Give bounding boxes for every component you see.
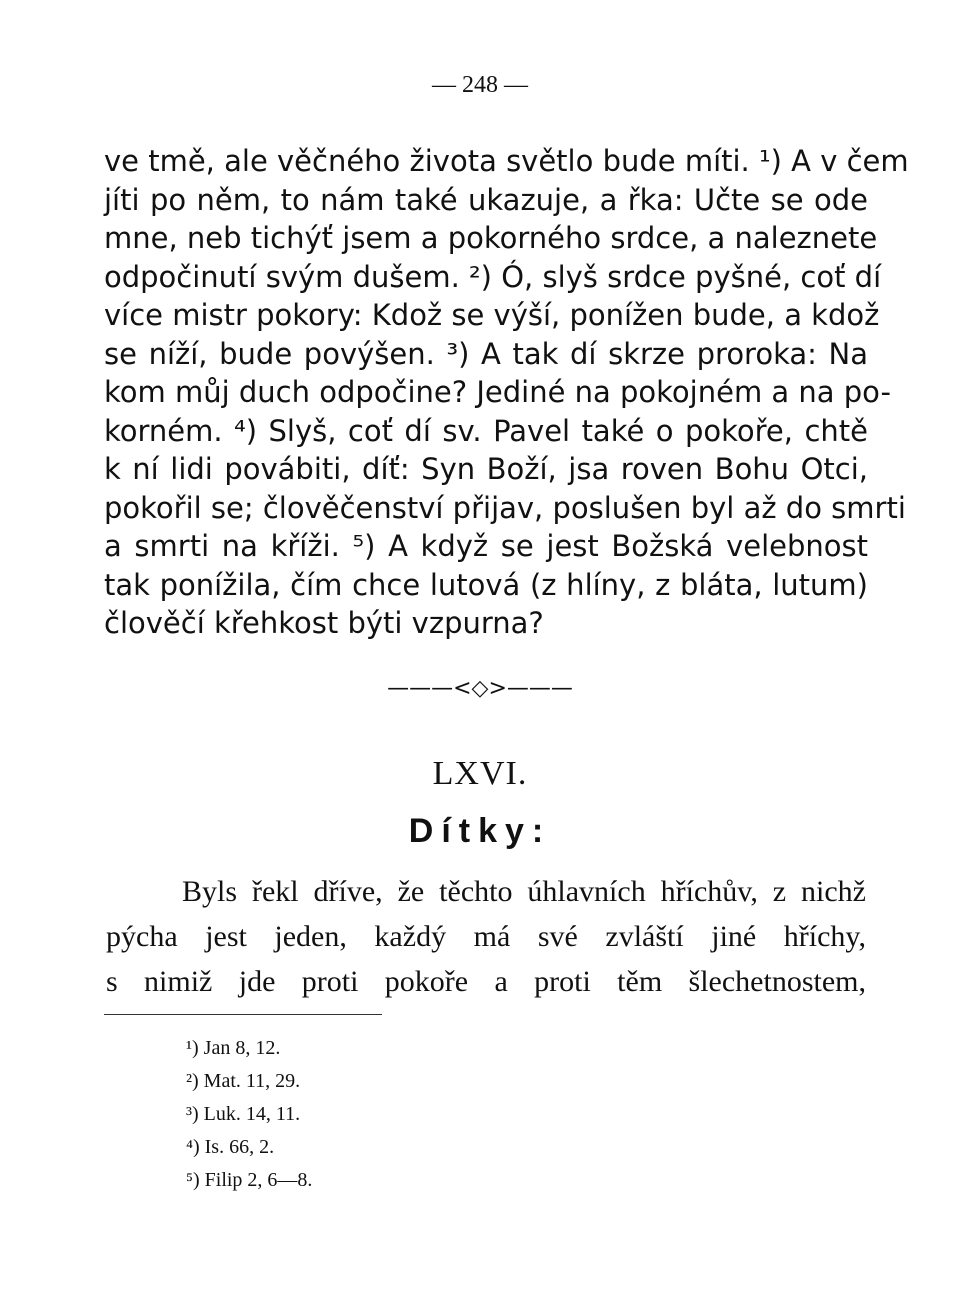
body-line: mne, neb tichýť jsem a pokorného srdce, a naleznete: [104, 221, 878, 255]
chapter-number: LXVI.: [432, 755, 528, 792]
section-ornament: ———<◇>———: [387, 676, 573, 701]
section-heading: Dítky:: [408, 812, 552, 850]
intro-line: s nimiž jde proti pokoře a proti těm šlechetnostem,: [106, 965, 866, 998]
body-line: korném. ⁴) Slyš, coť dí sv. Pavel také o pokoře, chtě: [104, 413, 868, 448]
body-line: k ní lidi povábiti, díť: Syn Boží, jsa roven Bohu Otci,: [104, 452, 868, 486]
footnote: ¹) Jan 8, 12.: [186, 1037, 281, 1059]
page-number: — 248 —: [432, 72, 528, 98]
footnote: ⁴) Is. 66, 2.: [186, 1136, 275, 1158]
body-line: a smrti na kříži. ⁵) A když se jest Božská velebnost: [104, 529, 868, 563]
intro-line: Byls řekl dříve, že těchto úhlavních hříchův, z nichž: [182, 875, 866, 908]
footnote: ⁵) Filip 2, 6—8.: [186, 1169, 313, 1191]
body-line: tak ponížila, čím chce lutová (z hlíny, z bláta, lutum): [104, 567, 868, 602]
body-line: odpočinutí svým dušem. ²) Ó, slyš srdce pyšné, coť dí: [104, 259, 882, 294]
body-paragraph: [104, 142, 909, 643]
body-line: kom můj duch odpočine? Jediné na pokojném a na po-: [104, 375, 891, 409]
body-line: jíti po něm, to nám také ukazuje, a řka: Učte se ode: [104, 182, 868, 217]
body-line: se níží, bude povýšen. ³) A tak dí skrze proroka: Na: [104, 336, 868, 371]
footnote-divider: [104, 1014, 382, 1015]
intro-line: pýcha jest jeden, každý má své zvláští jiné hříchy,: [106, 920, 866, 953]
footnotes: [186, 1032, 312, 1197]
body-line: pokořil se; člověčenství přijav, poslušen byl až do smrti: [104, 490, 906, 525]
body-line: ve tmě, ale věčného života světlo bude míti. ¹) A v čem: [104, 144, 909, 178]
footnote: ³) Luk. 14, 11.: [186, 1103, 301, 1125]
intro-paragraph: [106, 869, 866, 1004]
body-line: člověčí křehkost býti vzpurna?: [104, 606, 544, 640]
footnote: ²) Mat. 11, 29.: [186, 1070, 301, 1092]
body-line: více mistr pokory: Kdož se výší, ponížen bude, a kdož: [104, 298, 880, 332]
